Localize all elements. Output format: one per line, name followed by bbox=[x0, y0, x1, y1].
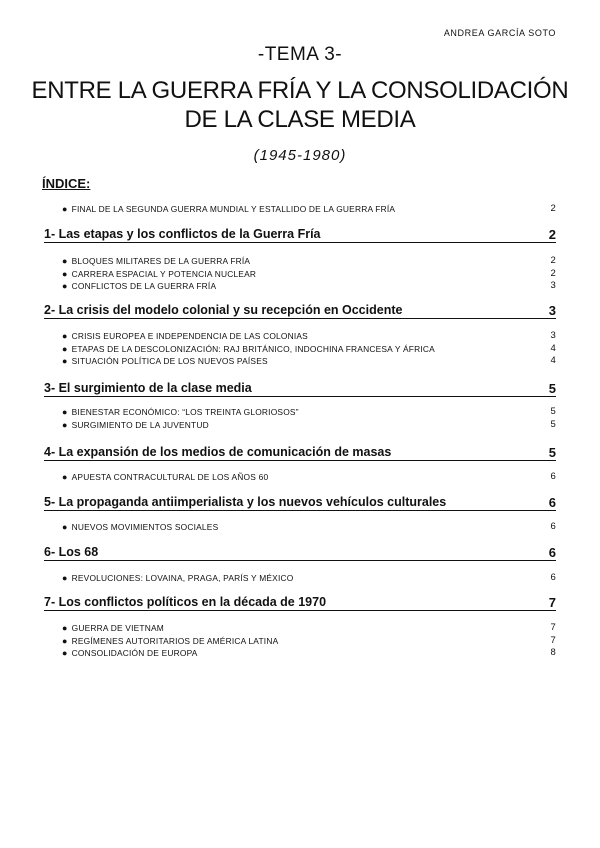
toc-section-heading bbox=[44, 444, 556, 461]
toc-subitem bbox=[62, 471, 556, 483]
toc-subitem-label bbox=[62, 268, 256, 280]
toc-subitem-page: 2 bbox=[550, 203, 556, 214]
toc-subitem-page: 7 bbox=[550, 634, 556, 646]
toc-subitem bbox=[62, 343, 556, 355]
toc-subitem-page: 6 bbox=[550, 521, 556, 532]
toc-subitem bbox=[62, 268, 556, 280]
toc-subitem bbox=[62, 622, 556, 634]
toc-section-title: 7- Los conflictos políticos en la década de 1970 bbox=[44, 595, 327, 609]
toc-subitem-text: CONFLICTOS DE LA GUERRA FRÍA bbox=[71, 281, 217, 291]
toc-section-heading bbox=[44, 302, 556, 319]
title-line-2: DE LA CLASE MEDIA bbox=[184, 106, 416, 133]
toc-subitem bbox=[62, 280, 556, 292]
toc-section-page: 2 bbox=[548, 227, 556, 242]
toc-subitem-label bbox=[62, 572, 293, 584]
bullet-icon: ● bbox=[62, 343, 68, 354]
toc-subitem-label bbox=[62, 419, 209, 431]
bullet-icon: ● bbox=[62, 204, 68, 214]
toc-subitem-page: 4 bbox=[550, 342, 556, 354]
toc-subitem-page: 6 bbox=[550, 572, 556, 583]
toc-subitem-text: REGÍMENES AUTORITARIOS DE AMÉRICA LATINA bbox=[71, 635, 279, 646]
title-line-1: ENTRE LA GUERRA FRÍA Y LA CONSOLIDACIÓN bbox=[31, 77, 569, 104]
toc-subitem-label bbox=[62, 343, 435, 355]
toc-subitem-label bbox=[62, 647, 198, 659]
toc-subitem-page: 3 bbox=[550, 280, 556, 291]
toc-subitem bbox=[62, 255, 556, 267]
bullet-icon: ● bbox=[62, 623, 68, 633]
toc-section-title: 3- El surgimiento de la clase media bbox=[44, 381, 252, 395]
toc-section-page: 5 bbox=[548, 445, 556, 460]
toc-subitem-text: APUESTA CONTRACULTURAL DE LOS AÑOS 60 bbox=[71, 472, 269, 482]
toc-subitem bbox=[62, 635, 556, 647]
bullet-icon: ● bbox=[62, 635, 68, 646]
toc-subitem-page: 2 bbox=[550, 255, 556, 266]
tema-label: -TEMA 3- bbox=[257, 44, 343, 65]
toc-section-heading bbox=[44, 380, 556, 397]
bullet-icon: ● bbox=[62, 522, 68, 532]
index-heading: ÍNDICE: bbox=[42, 176, 91, 191]
bullet-icon: ● bbox=[62, 356, 68, 366]
years-subtitle: (1945-1980) bbox=[253, 147, 347, 164]
toc-subitem-label bbox=[62, 521, 218, 533]
toc-section-title: 4- La expansión de los medios de comunicación de masas bbox=[44, 445, 392, 459]
toc-subitem-page: 3 bbox=[550, 330, 556, 341]
toc-subitem-label bbox=[62, 280, 216, 292]
toc-subitem-text: BLOQUES MILITARES DE LA GUERRA FRÍA bbox=[71, 256, 251, 266]
toc-section-heading bbox=[44, 494, 556, 511]
bullet-icon: ● bbox=[62, 407, 68, 417]
toc-subitem-text: GUERRA DE VIETNAM bbox=[71, 623, 164, 633]
toc-subitem bbox=[62, 330, 556, 342]
bullet-icon: ● bbox=[62, 573, 68, 583]
author-name: ANDREA GARCÍA SOTO bbox=[443, 28, 556, 38]
toc-subitem bbox=[62, 419, 556, 431]
toc-subitem-label bbox=[62, 355, 268, 367]
toc-section-page: 7 bbox=[548, 595, 556, 610]
toc-section-page: 3 bbox=[548, 303, 556, 318]
toc-subitem-page: 2 bbox=[550, 267, 556, 279]
bullet-icon: ● bbox=[62, 331, 68, 341]
toc-subitem-page: 5 bbox=[550, 418, 556, 430]
toc-section-page: 5 bbox=[548, 381, 556, 396]
toc-subitem-label bbox=[62, 255, 250, 267]
toc-subitem-text: CRISIS EUROPEA E INDEPENDENCIA DE LAS COLONIAS bbox=[71, 331, 308, 341]
toc-subitem bbox=[62, 406, 556, 418]
toc-subitem bbox=[62, 521, 556, 533]
document-title bbox=[0, 76, 600, 134]
toc-subitem-text: REVOLUCIONES: LOVAINA, PRAGA, PARÍS Y MÉXICO bbox=[71, 573, 294, 583]
toc-subitem-page: 5 bbox=[550, 406, 556, 417]
toc-section-heading bbox=[44, 544, 556, 561]
toc-subitem-text: CONSOLIDACIÓN DE EUROPA bbox=[71, 648, 198, 658]
toc-subitem-text: SURGIMIENTO DE LA JUVENTUD bbox=[71, 419, 209, 430]
bullet-icon: ● bbox=[62, 256, 68, 266]
toc-subitem bbox=[62, 647, 556, 659]
bullet-icon: ● bbox=[62, 419, 68, 430]
toc-subitem-page: 7 bbox=[550, 622, 556, 633]
toc-section-title: 2- La crisis del modelo colonial y su recepción en Occidente bbox=[44, 303, 403, 317]
toc-section-title: 6- Los 68 bbox=[44, 545, 99, 559]
bullet-icon: ● bbox=[62, 268, 68, 279]
toc-subitem-label bbox=[62, 471, 268, 483]
toc-subitem-label bbox=[62, 406, 299, 418]
toc-section-page: 6 bbox=[548, 495, 556, 510]
toc-subitem-page: 8 bbox=[550, 647, 556, 658]
toc-subitem-text: SITUACIÓN POLÍTICA DE LOS NUEVOS PAÍSES bbox=[71, 356, 268, 366]
bullet-icon: ● bbox=[62, 281, 68, 291]
toc-subitem bbox=[62, 355, 556, 367]
toc-subitem-text: BIENESTAR ECONÓMICO: “LOS TREINTA GLORIOSOS” bbox=[71, 407, 299, 417]
bullet-icon: ● bbox=[62, 472, 68, 482]
toc-section-title: 5- La propaganda antiimperialista y los nuevos vehículos culturales bbox=[44, 495, 447, 509]
toc-subitem-page: 4 bbox=[550, 355, 556, 366]
toc-subitem-label bbox=[62, 203, 395, 215]
toc-section-heading bbox=[44, 226, 556, 243]
toc-subitem-page: 6 bbox=[550, 471, 556, 482]
toc-subitem-label bbox=[62, 622, 164, 634]
toc-subitem bbox=[62, 203, 556, 215]
bullet-icon: ● bbox=[62, 648, 68, 658]
toc-subitem-text: ETAPAS DE LA DESCOLONIZACIÓN: RAJ BRITÁNICO, INDOCHINA FRANCESA Y ÁFRICA bbox=[71, 343, 435, 354]
toc-section-heading bbox=[44, 594, 556, 611]
toc-subitem-label bbox=[62, 330, 308, 342]
toc-subitem-text: CARRERA ESPACIAL Y POTENCIA NUCLEAR bbox=[71, 268, 257, 279]
toc-subitem-text: FINAL DE LA SEGUNDA GUERRA MUNDIAL Y ESTALLIDO DE LA GUERRA FRÍA bbox=[71, 204, 396, 214]
toc-subitem-text: NUEVOS MOVIMIENTOS SOCIALES bbox=[71, 522, 219, 532]
toc-subitem bbox=[62, 572, 556, 584]
toc-section-title: 1- Las etapas y los conflictos de la Guerra Fría bbox=[44, 227, 321, 241]
toc-subitem-label bbox=[62, 635, 278, 647]
toc-section-page: 6 bbox=[548, 545, 556, 560]
